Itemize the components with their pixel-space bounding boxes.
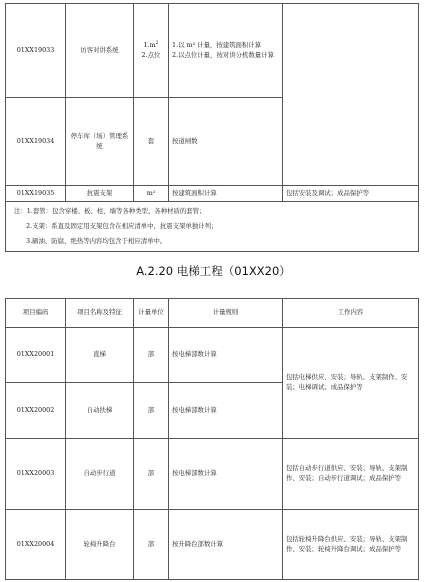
item-rule: 按电梯部数计算 <box>169 439 283 510</box>
item-code: 01XX20003 <box>6 439 66 510</box>
item-work <box>283 4 419 186</box>
table-row <box>6 510 419 580</box>
item-unit: $1.m^2$ 2.点位 <box>134 4 169 98</box>
item-rule: 按电梯部数计算 <box>169 328 283 383</box>
notes <box>6 202 419 252</box>
item-work: 包括电梯供应、安装；导轨、支架制作、安装；电梯调试；成品保护等 <box>283 328 419 439</box>
item-code: 01XX20001 <box>6 328 66 383</box>
table-row <box>6 328 419 383</box>
notes-row <box>6 202 419 252</box>
item-rule: 按道闸数 <box>169 98 283 186</box>
item-unit: m² <box>134 186 169 202</box>
item-work: 包括轮椅升降台供应、安装；导轨、支架制作、安装；轮椅升降台调试；成品保护等 <box>283 510 419 580</box>
item-unit: 部 <box>134 510 169 580</box>
item-name: 轮椅升降台 <box>66 510 134 580</box>
upper-table <box>5 3 419 252</box>
item-rule: 按升降台部数计算 <box>169 510 283 580</box>
item-name: 自动步行道 <box>66 439 134 510</box>
table-row <box>6 186 419 202</box>
table-row <box>6 439 419 510</box>
item-unit: 部 <box>134 328 169 383</box>
elevator-table <box>5 298 419 580</box>
item-rule: 按建筑面积计算 <box>169 186 283 202</box>
note-line: 2.支架：系直及固定用支架包含在相应清单中，抗震支架单独计列； <box>26 222 218 230</box>
item-work: 包括安装及调试；成品保护等 <box>283 186 419 202</box>
item-name: 访客对讲系统 <box>66 4 134 98</box>
table-row <box>6 4 419 98</box>
item-code: 01XX19033 <box>6 4 66 98</box>
item-rule: 按电梯部数计算 <box>169 383 283 439</box>
item-code: 01XX19034 <box>6 98 66 186</box>
item-rule: 1.以 m² 计量，按建筑面积计算 2.以点位计量，按对讲分机数量计算 <box>169 4 283 98</box>
header-code: 项目编码 <box>6 299 66 328</box>
item-name: 自动扶梯 <box>66 383 134 439</box>
header-work: 工作内容 <box>283 299 419 328</box>
item-code: 01XX20004 <box>6 510 66 580</box>
item-code: 01XX20002 <box>6 383 66 439</box>
item-unit: 套 <box>134 98 169 186</box>
table-header-row <box>6 299 419 328</box>
item-name: 直梯 <box>66 328 134 383</box>
item-code: 01XX19035 <box>6 186 66 202</box>
note-line: 注：1.套管：包含穿楼、板、柱、墙等各种类型、各种材质的套管； <box>14 207 206 215</box>
section-title: A.2.20 电梯工程（01XX20） <box>136 264 291 278</box>
item-name: 停车库（场）管理系统 <box>66 98 134 186</box>
item-unit: 部 <box>134 439 169 510</box>
item-work: 包括自动步行道供应、安装；导轨、支架制作、安装；自动步行道调试；成品保护等 <box>283 439 419 510</box>
header-name: 项目名称及特征 <box>66 299 134 328</box>
item-name: 抗震支架 <box>66 186 134 202</box>
header-unit: 计量单位 <box>134 299 169 328</box>
note-line: 3.刷油、防腐、绝热等内容均包含于相应清单中。 <box>26 237 167 245</box>
item-unit: 部 <box>134 383 169 439</box>
header-rule: 计量规则 <box>169 299 283 328</box>
